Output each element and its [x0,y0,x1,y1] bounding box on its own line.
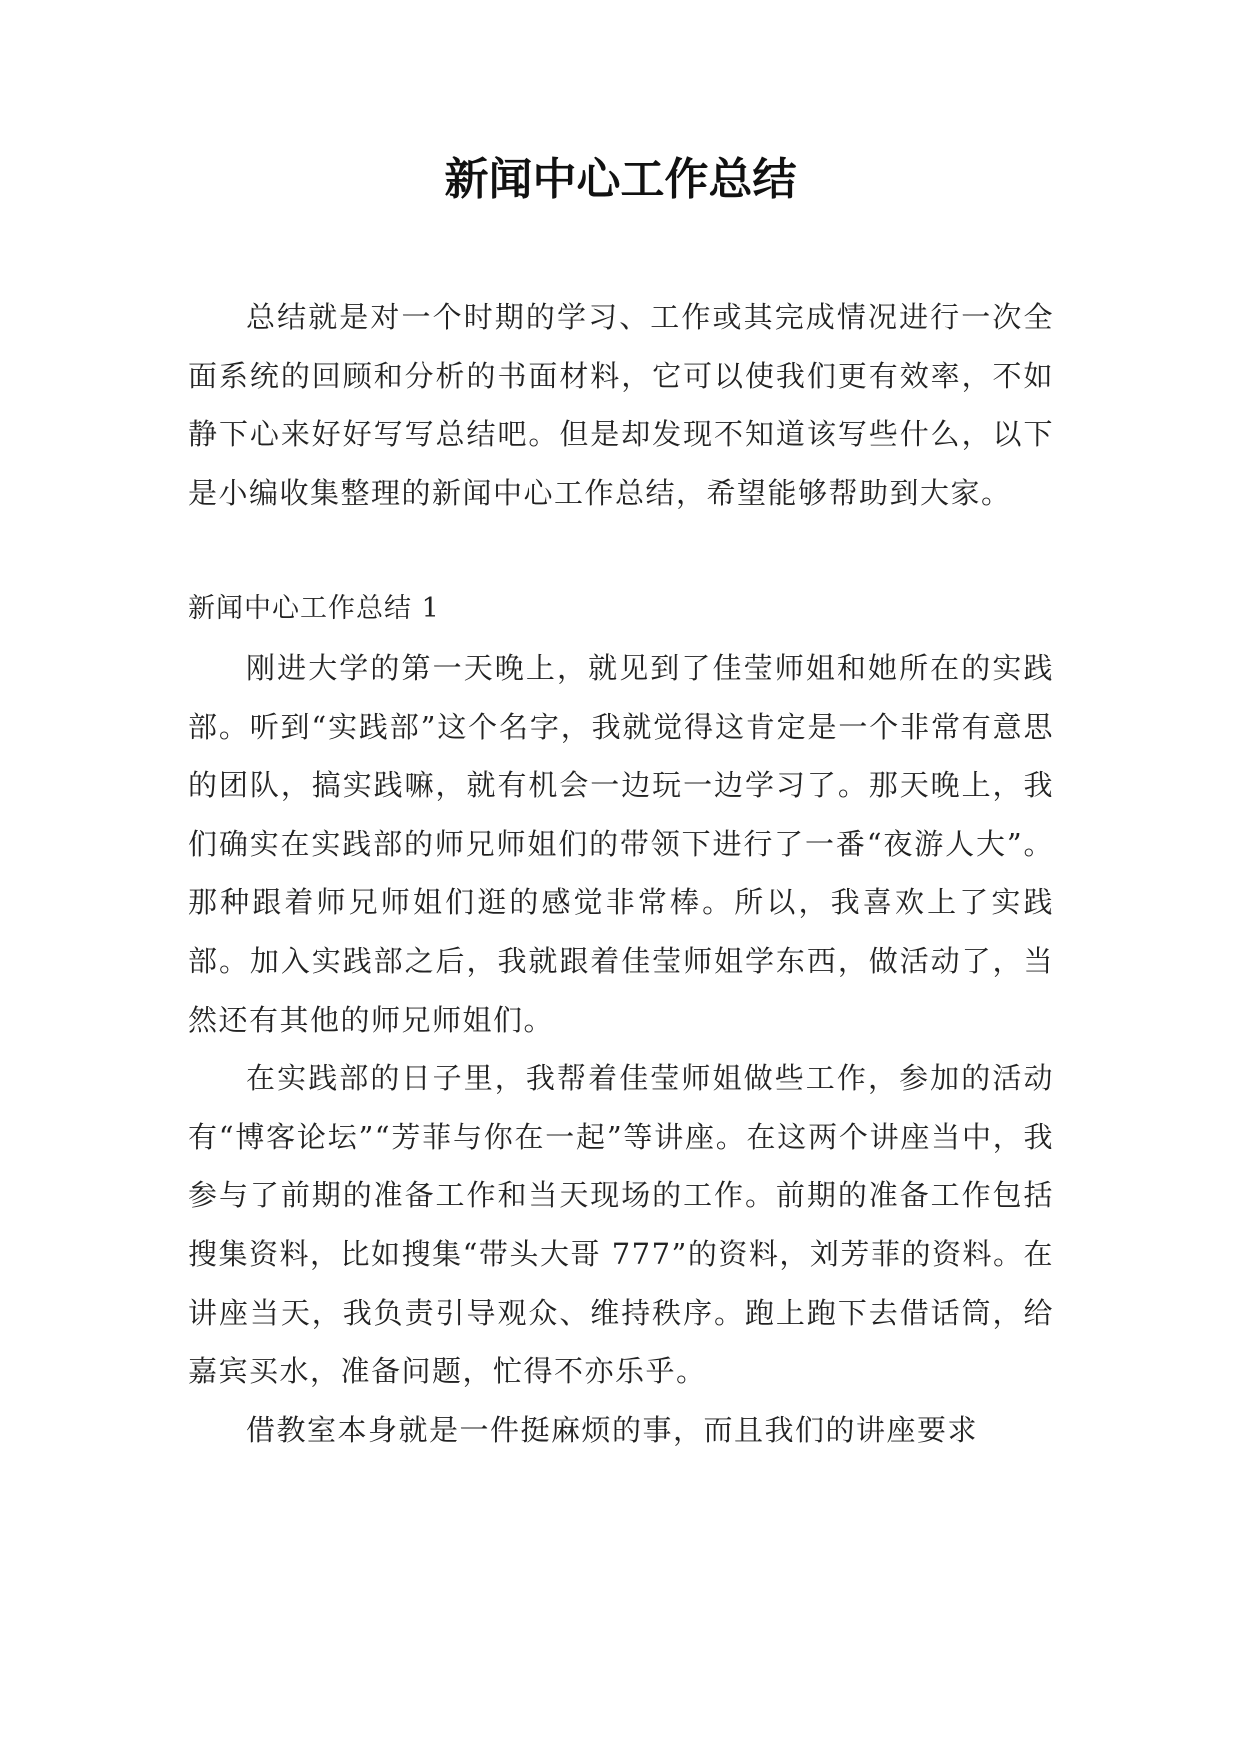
intro-paragraph: 总结就是对一个时期的学习、工作或其完成情况进行一次全面系统的回顾和分析的书面材料，它可以使我们更有效率，不如静下心来好好写写总结吧。但是却发现不知道该写些什么，以下是小编收集整理的新闻中心工作总结，希望能够帮助到大家。 [188,300,1054,510]
section-heading: 新闻中心工作总结 1 [188,593,440,625]
body-paragraph: 在实践部的日子里，我帮着佳莹师姐做些工作，参加的活动有“博客论坛”“芳菲与你在一起”等讲座。在这两个讲座当中，我参与了前期的准备工作和当天现场的工作。前期的准备工作包括搜集资料，比如搜集“带头大哥 777”的资料，刘芳菲的资料。在讲座当天，我负责引导观众、维持秩序。跑上跑下去借话筒，给嘉宾买水，准备问题，忙得不亦乐乎。 [188,1061,1054,1389]
body-paragraph: 借教室本身就是一件挺麻烦的事，而且我们的讲座要求 [246,1412,979,1447]
document-body [188,288,1054,1459]
body-paragraph: 刚进大学的第一天晚上，就见到了佳莹师姐和她所在的实践部。听到“实践部”这个名字，我就觉得这肯定是一个非常有意思的团队，搞实践嘛，就有机会一边玩一边学习了。那天晚上，我们确实在实践部的师兄师姐们的带领下进行了一番“夜游人大”。那种跟着师兄师姐们逛的感觉非常棒。所以，我喜欢上了实践部。加入实践部之后，我就跟着佳莹师姐学东西，做活动了，当然还有其他的师兄师姐们。 [188,650,1054,1037]
document-title: 新闻中心工作总结 [444,154,797,205]
